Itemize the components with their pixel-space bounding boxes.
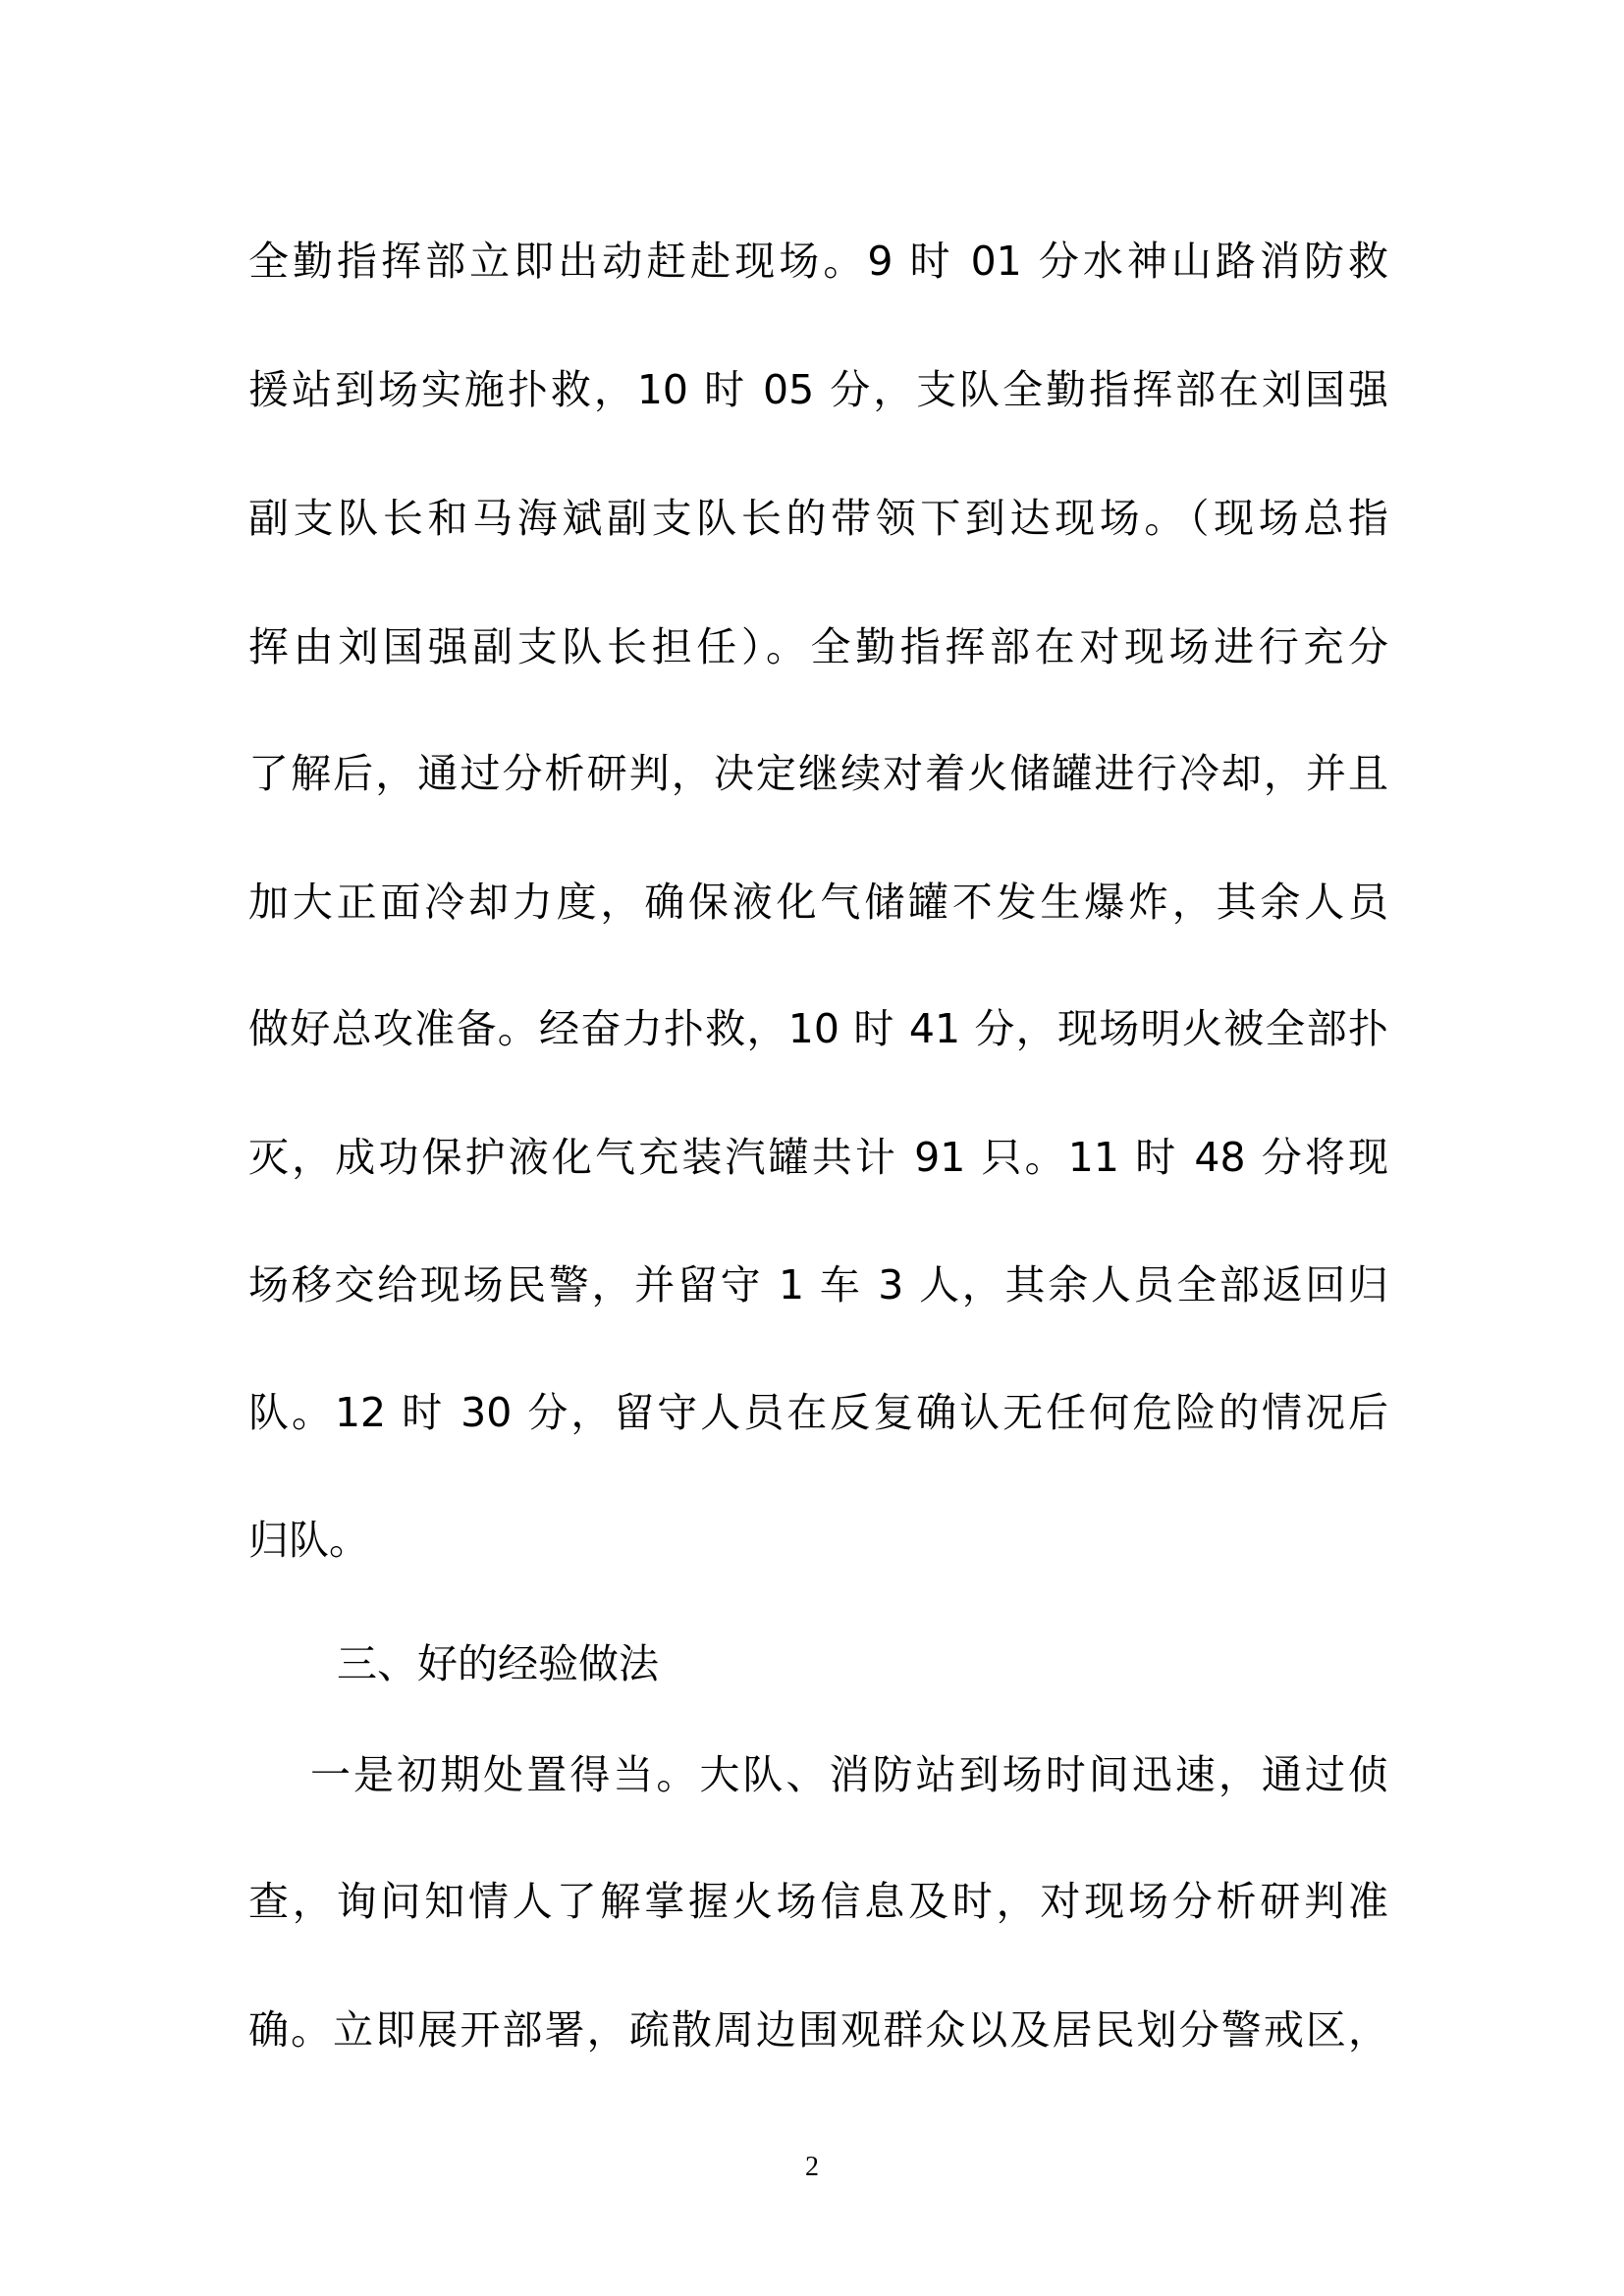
body-line: 查，询问知情人了解掌握火场信息及时，对现场分析研判准 — [248, 1878, 1388, 1925]
body-line: 一是初期处置得当。大队、消防站到场时间迅速，通过侦 — [310, 1751, 1388, 1798]
body-line: 做好总攻准备。经奋力扑救，10 时 41 分，现场明火被全部扑 — [248, 1005, 1388, 1052]
body-line: 确。立即展开部署，疏散周边围观群众以及居民划分警戒区， — [248, 2006, 1388, 2054]
body-line: 挥由刘国强副支队长担任）。全勤指挥部在对现场进行充分 — [248, 623, 1388, 670]
body-line: 加大正面冷却力度，确保液化气储罐不发生爆炸，其余人员 — [248, 879, 1388, 926]
section-heading: 三、好的经验做法 — [337, 1640, 659, 1687]
body-line: 了解后，通过分析研判，决定继续对着火储罐进行冷却，并且 — [248, 750, 1388, 797]
body-line: 归队。 — [248, 1517, 369, 1564]
body-line: 援站到场实施扑救，10 时 05 分，支队全勤指挥部在刘国强 — [248, 366, 1388, 413]
body-line: 队。12 时 30 分，留守人员在反复确认无任何危险的情况后 — [248, 1389, 1388, 1436]
body-line: 全勤指挥部立即出动赶赴现场。9 时 01 分水神山路消防救 — [248, 238, 1388, 285]
body-line: 场移交给现场民警，并留守 1 车 3 人，其余人员全部返回归 — [248, 1261, 1388, 1308]
body-line: 灭，成功保护液化气充装汽罐共计 91 只。11 时 48 分将现 — [248, 1134, 1388, 1181]
page-number: 2 — [805, 2152, 819, 2182]
body-line: 副支队长和马海斌副支队长的带领下到达现场。（现场总指 — [248, 495, 1388, 542]
